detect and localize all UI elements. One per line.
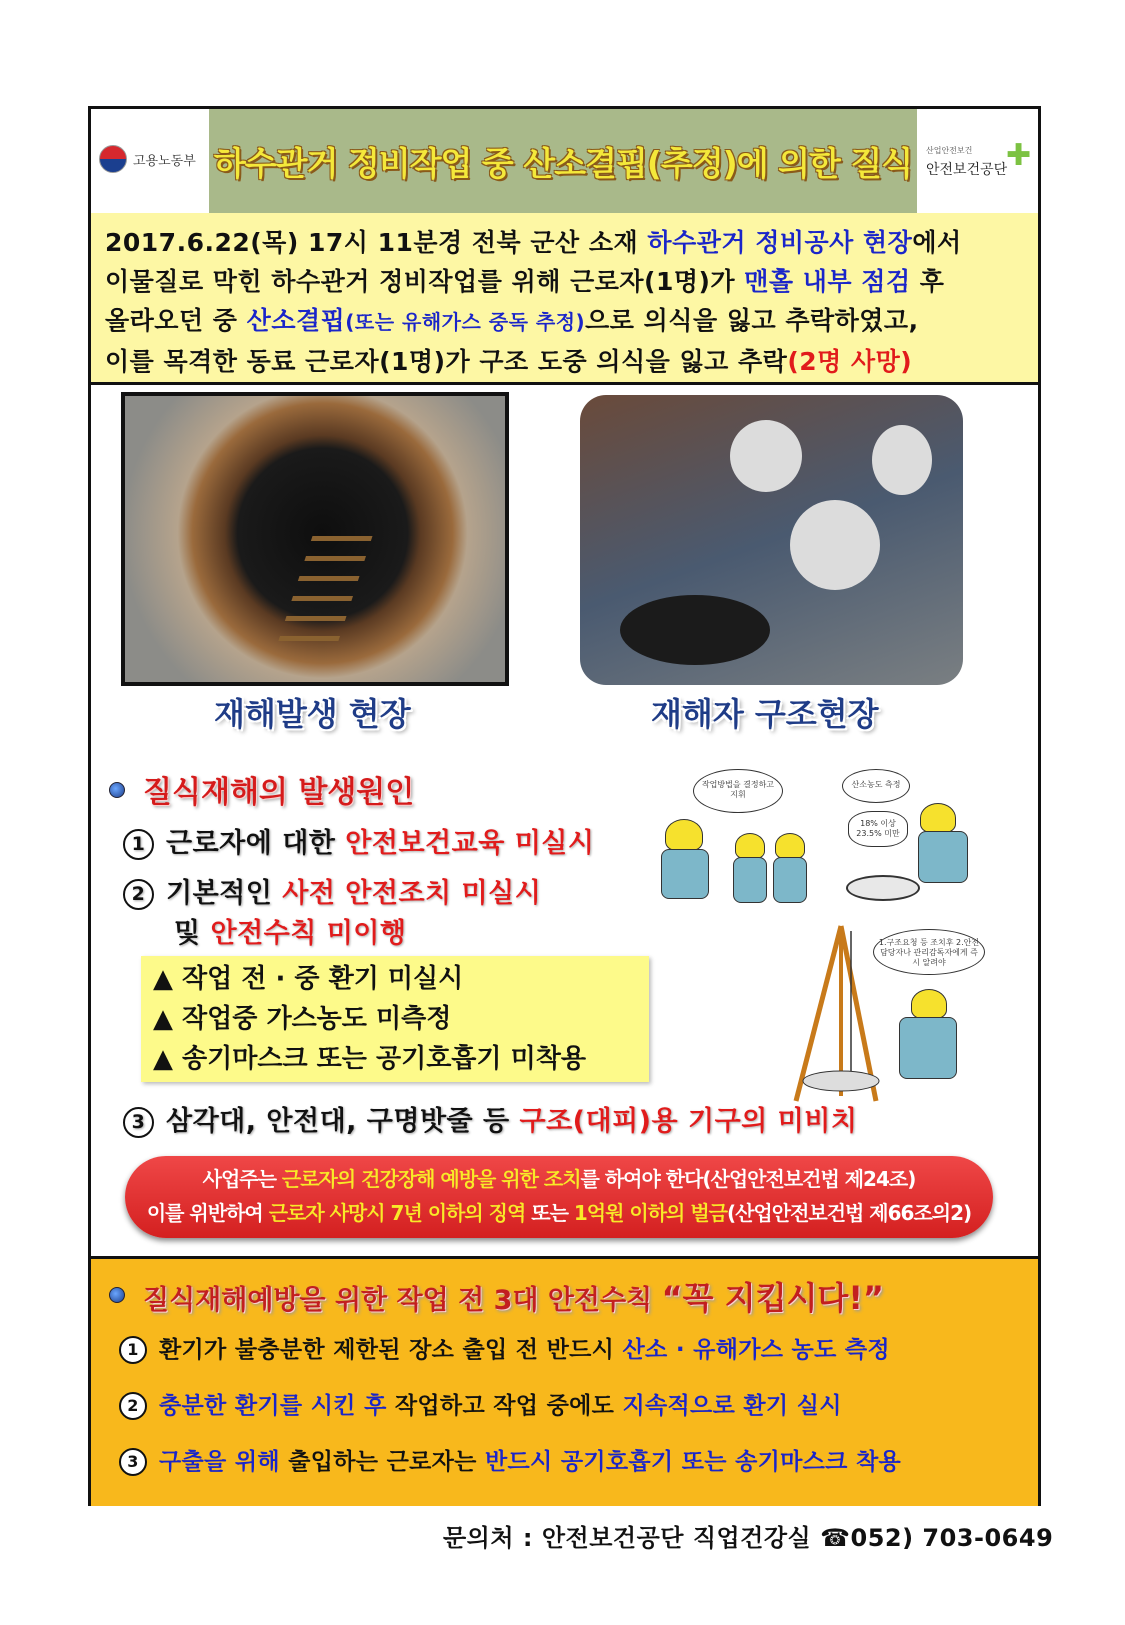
speech-bubble: 작업방법을 결정하고 지휘 — [693, 769, 783, 813]
incident-summary — [91, 213, 1038, 385]
helmet-icon — [911, 989, 947, 1019]
rule-item-3 — [119, 1443, 901, 1476]
poster-frame — [88, 106, 1041, 1506]
summary-highlight: 산소결핍 — [246, 306, 346, 335]
rules-slogan: “꼭 지킵시다!” — [661, 1279, 884, 1317]
cause-item-3 — [123, 1099, 857, 1138]
number-badge: 1 — [123, 829, 154, 860]
cause-item-1 — [123, 821, 594, 860]
summary-line-3 — [105, 301, 1024, 342]
agency-small-text: 산업안전보건 — [926, 146, 973, 155]
accident-site-photo — [121, 392, 509, 686]
blurred-face — [872, 425, 932, 495]
ministry-name: 고용노동부 — [133, 153, 196, 169]
speech-bubble: 산소농도 측정 — [842, 769, 910, 803]
cause-highlight: 안전보건교육 미실시 — [345, 828, 595, 859]
photo-caption-rescue: 재해자 구조현장 — [651, 695, 879, 733]
legal-text: 이를 위반하여 — [146, 1201, 269, 1225]
cause-text: 근로자에 대한 — [166, 828, 346, 859]
rules-title-text: 질식재해예방을 위한 작업 전 3대 안전수칙 — [143, 1285, 662, 1316]
summary-highlight: 맨홀 내부 점검 — [744, 267, 911, 296]
summary-highlight: (또는 유해가스 중독 추정) — [345, 310, 586, 334]
summary-text: 으로 의식을 잃고 추락하였고, — [585, 306, 919, 335]
number-badge: 1 — [119, 1336, 147, 1364]
blurred-face — [730, 420, 802, 492]
summary-text: 이물질로 막힌 하수관거 정비작업를 위해 근로자(1명)가 — [105, 267, 745, 296]
cause-item-2-cont — [174, 911, 406, 950]
sub-cause: ▲ 작업 전 · 중 환기 미실시 — [153, 964, 464, 994]
safety-rules-section — [91, 1256, 1038, 1506]
helmet-icon — [735, 833, 765, 859]
worker-figure — [733, 857, 767, 903]
rule-text: 환기가 불충분한 제한된 장소 출입 전 반드시 — [159, 1337, 623, 1363]
legal-text: 를 하여야 한다(산업안전보건법 제24조) — [580, 1167, 916, 1191]
photo-caption-site: 재해발생 현장 — [214, 695, 411, 733]
legal-text: 사업주는 — [202, 1167, 282, 1191]
number-badge: 2 — [119, 1392, 147, 1420]
cause-highlight: 구조(대피)용 기구의 미비치 — [519, 1106, 858, 1137]
helmet-icon — [665, 819, 703, 851]
worker-figure — [918, 831, 968, 883]
supervisor-illustration — [657, 769, 827, 909]
rules-title — [143, 1273, 884, 1319]
legal-text: 또는 — [525, 1201, 574, 1225]
legal-line-2 — [125, 1196, 993, 1230]
bullet-icon — [109, 1287, 125, 1303]
rule-highlight: 구출을 위해 — [159, 1449, 280, 1475]
cause-item-2 — [123, 871, 541, 910]
speech-bubble: 1.구조요청 등 조치후 2.안전담당자나 관리감독자에게 즉시 알려야 — [873, 929, 985, 975]
summary-text: 후 — [910, 267, 945, 296]
tripod-illustration — [781, 921, 991, 1111]
manhole-opening — [620, 595, 770, 665]
legal-notice — [125, 1156, 993, 1238]
number-badge: 2 — [123, 879, 154, 910]
worker-figure — [661, 849, 709, 899]
ministry-logo — [99, 145, 196, 173]
summary-text: 에서 — [912, 228, 962, 257]
cause-highlight: 사전 안전조치 미실시 — [282, 878, 542, 909]
rule-highlight: 반드시 공기호흡기 또는 송기마스크 착용 — [484, 1449, 902, 1475]
ladder-illustration — [274, 536, 373, 656]
title-band — [209, 109, 917, 213]
sub-cause: ▲ 작업중 가스농도 미측정 — [153, 1004, 452, 1034]
page-title: 하수관거 정비작업 중 산소결핍(추정)에 의한 질식 — [213, 143, 913, 183]
legal-highlight: 근로자 사망시 7년 이하의 징역 — [268, 1201, 526, 1225]
summary-line-2 — [105, 262, 1024, 301]
rule-highlight: 충분한 환기를 시킨 후 — [159, 1393, 387, 1419]
legal-highlight: 근로자의 건강장해 예방을 위한 조치 — [281, 1167, 581, 1191]
worker-figure — [899, 1017, 957, 1079]
legal-line-1 — [125, 1162, 993, 1196]
gas-measure-illustration — [836, 769, 996, 909]
cause-text: 삼각대, 안전대, 구명밧줄 등 — [166, 1106, 520, 1137]
cause-text: 및 — [174, 918, 211, 949]
green-cross-icon: ✚ — [1006, 138, 1032, 173]
bullet-icon — [109, 782, 125, 798]
helmet-icon — [775, 833, 805, 859]
rule-text: 작업하고 작업 중에도 — [386, 1393, 623, 1419]
causes-title: 질식재해의 발생원인 — [143, 775, 415, 810]
taegeuk-icon — [99, 145, 127, 173]
number-badge: 3 — [123, 1107, 154, 1138]
rule-highlight: 지속적으로 환기 실시 — [622, 1393, 842, 1419]
contact-info: 문의처 : 안전보건공단 직업건강실 ☎052) 703-0649 — [443, 1524, 1054, 1552]
summary-highlight: 하수관거 정비공사 현장 — [647, 228, 913, 257]
rescue-photo — [580, 395, 963, 685]
manhole-icon — [846, 875, 920, 901]
agency-logo — [924, 139, 1034, 183]
summary-text: 올라오던 중 — [105, 306, 247, 335]
rule-item-1 — [119, 1331, 890, 1364]
legal-highlight: 1억원 이하의 벌금 — [573, 1201, 727, 1225]
summary-text: 2017.6.22(목) 17시 11분경 전북 군산 소재 — [105, 228, 648, 257]
rule-highlight: 산소 · 유해가스 농도 측정 — [622, 1337, 890, 1363]
blurred-face — [790, 500, 880, 590]
legal-text: (산업안전보건법 제66조의2) — [726, 1201, 972, 1225]
rule-item-2 — [119, 1387, 842, 1420]
helmet-icon — [920, 803, 956, 833]
cause-text: 기본적인 — [166, 878, 283, 909]
sub-causes-box — [141, 956, 649, 1082]
header — [91, 109, 1038, 216]
death-count: (2명 사망) — [787, 347, 913, 376]
reading-bubble: 18% 이상 23.5% 미만 — [848, 811, 908, 847]
number-badge: 3 — [119, 1448, 147, 1476]
summary-line-4 — [105, 342, 1024, 381]
summary-line-1 — [105, 223, 1024, 262]
summary-text: 이를 목격한 동료 근로자(1명)가 구조 도중 의식을 잃고 추락 — [105, 347, 788, 376]
rule-text: 출입하는 근로자는 — [279, 1449, 485, 1475]
sub-cause: ▲ 송기마스크 또는 공기호흡기 미착용 — [153, 1044, 586, 1074]
worker-figure — [773, 857, 807, 903]
agency-name: 안전보건공단 — [926, 162, 1008, 178]
cause-highlight: 안전수칙 미이행 — [210, 918, 407, 949]
